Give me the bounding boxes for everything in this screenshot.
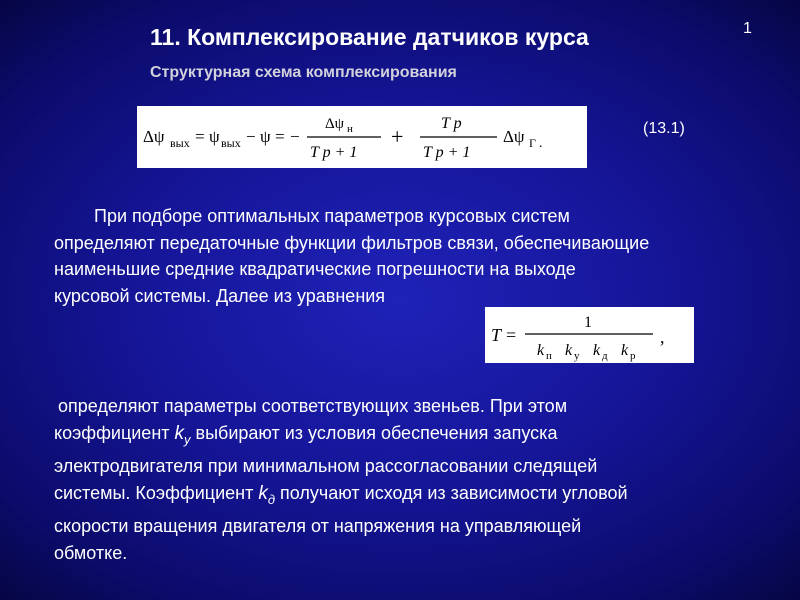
equation-t (485, 307, 694, 363)
equals-sign-1: = (195, 127, 205, 146)
t-symbol: T (491, 325, 502, 345)
frac1-num-sub: н (347, 123, 353, 135)
paragraph-details-line: обмотке. (54, 542, 128, 563)
paragraph-intro-line: курсовой системы. Далее из уравнения (54, 285, 386, 306)
paragraph-intro-line: определяют передаточные функции фильтров связи, обеспечивающие (54, 232, 650, 253)
t-equals-sign: = (506, 325, 517, 345)
k-d-sub: д (602, 350, 608, 362)
paragraph-details-line (54, 480, 774, 514)
lhs-sub: вых (170, 136, 190, 150)
tail-dot: . (539, 136, 543, 151)
paragraph-intro (54, 203, 794, 309)
paragraph-details-line: скорости вращения двигателя от напряжения на управляющей (54, 516, 582, 536)
equals-sign-2: = (275, 127, 285, 146)
psi-out-symbol: ψ (209, 127, 220, 146)
k-p-sub: п (546, 350, 552, 362)
kd-sub: д (267, 491, 276, 507)
paragraph-intro-line: При подборе оптимальных параметров курсовых систем (94, 206, 570, 226)
minus-sign: − (246, 127, 256, 146)
paragraph-intro-line: наименьшие средние квадратические погрешности на выходе (54, 259, 576, 279)
k-r-sub: р (630, 350, 636, 362)
k-p-symbol: k (537, 342, 545, 359)
line-text: системы. Коэффициент (54, 482, 259, 503)
psi-symbol: ψ (260, 127, 271, 146)
ky-symbol: k (174, 422, 185, 444)
ky-sub: у (184, 431, 191, 447)
line-text: выбирают из условия обеспечения запуска (190, 422, 558, 443)
paragraph-details-line: электродвигателя при минимальном рассогласовании следящей (54, 456, 598, 476)
lhs-symbol: Δψ (143, 127, 165, 146)
ky-coefficient (174, 422, 191, 447)
paragraph-details-line: определяют параметры соответствующих звеньев. При этом (58, 396, 568, 416)
frac2-denominator: T p + 1 (423, 144, 471, 161)
kd-symbol: k (258, 482, 268, 504)
t-comma: , (660, 327, 665, 347)
frac1-num-symbol: Δψ (325, 116, 345, 132)
tail-sub: Г (529, 136, 536, 150)
minus-sign-2: − (290, 127, 300, 146)
kd-coefficient (258, 482, 276, 507)
k-y-symbol: k (565, 342, 573, 359)
slide-number: 1 (743, 20, 752, 37)
paragraph-details-line (54, 420, 774, 454)
line-text: коэффициент (54, 422, 175, 443)
line-text: получают исходя из зависимости угловой (275, 482, 628, 503)
equation-number: (13.1) (643, 120, 685, 137)
psi-out-sub: вых (221, 136, 241, 150)
plus-sign: + (391, 124, 404, 149)
equation-main (137, 106, 587, 168)
tail-symbol: Δψ (503, 127, 525, 146)
equation-t-formula (485, 307, 694, 363)
equation-main-formula (137, 106, 587, 168)
t-numerator: 1 (584, 314, 592, 331)
frac1-denominator: T p + 1 (310, 144, 358, 161)
paragraph-details (54, 393, 774, 566)
k-d-symbol: k (593, 342, 601, 359)
slide-title: 11. Комплексирование датчиков курса (150, 24, 589, 50)
slide-subtitle: Структурная схема комплексирования (150, 64, 457, 81)
frac2-numerator: T p (441, 115, 462, 132)
k-r-symbol: k (621, 342, 629, 359)
k-y-sub: у (574, 350, 580, 362)
